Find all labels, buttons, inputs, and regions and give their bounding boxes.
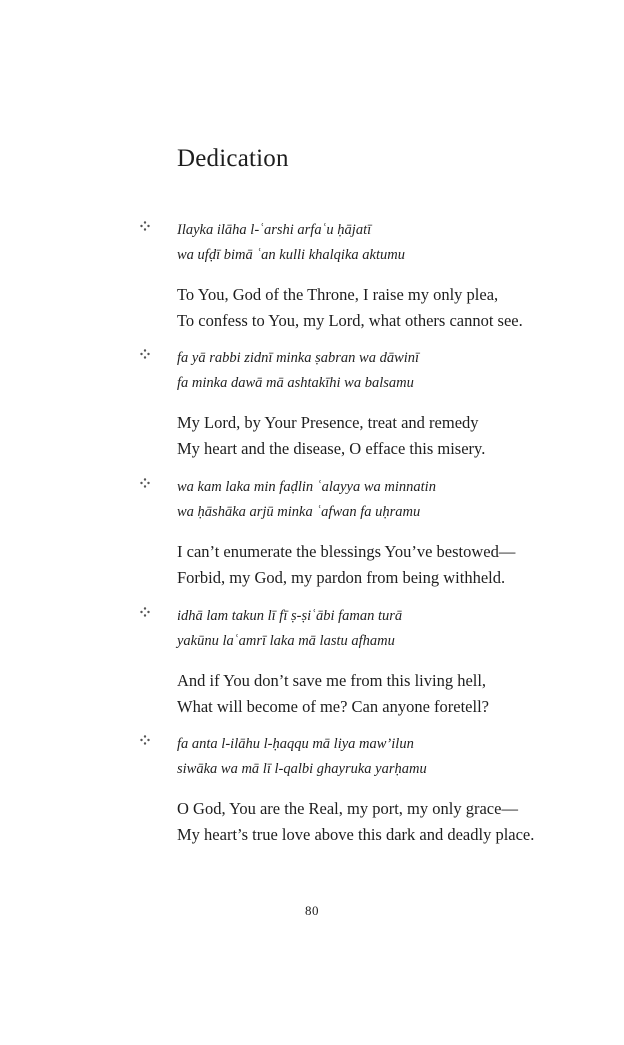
translation-line: Forbid, my God, my pardon from being withheld. [177,567,506,587]
transliteration [177,732,427,782]
transliteration [177,346,419,396]
transliteration-line: fa yā rabbi zidnī minka ṣabran wa dāwinī [177,350,420,366]
translation [177,668,489,719]
page-title: Dedication [177,145,289,172]
translation [177,282,523,333]
transliteration [177,218,405,268]
translation-line: To You, God of the Throne, I raise my only plea, [177,285,499,304]
transliteration-line: fa minka dawā mā ashtakīhi wa balsamu [177,375,414,391]
translation-line: What will become of me? Can anyone foretell? [177,696,489,716]
translation-line: I can’t enumerate the blessings You’ve bestowed— [177,542,516,561]
translation-line: O God, You are the Real, my port, my only grace— [177,799,518,818]
transliteration-line: wa ḥāshāka arjū minka ʿafwan fa uḥramu [177,504,421,520]
ornament-icon [140,221,150,231]
transliteration-line: wa ufḍī bimā ʿan kulli khalqika aktumu [177,247,405,263]
translation [177,539,515,590]
transliteration [177,475,436,525]
transliteration-line: idhā lam takun lī fī ṣ-ṣiʿābi faman turā [177,608,403,624]
translation-line: My heart’s true love above this dark and deadly place. [177,824,535,844]
ornament-icon [140,349,150,359]
transliteration-line: siwāka wa mā lī l-qalbi ghayruka yarḥamu [177,761,427,777]
translation-line: My heart and the disease, O efface this misery. [177,438,486,458]
translation-line: And if You don’t save me from this living hell, [177,671,487,690]
translation [177,410,485,461]
ornament-icon [140,478,150,488]
transliteration-line: wa kam laka min faḍlin ʿalayya wa minnatin [177,479,436,495]
ornament-icon [140,607,150,617]
transliteration [177,604,402,654]
translation [177,796,534,847]
page-number: 80 [305,903,319,918]
ornament-icon [140,735,150,745]
translation-line: My Lord, by Your Presence, treat and remedy [177,413,479,432]
transliteration-line: fa anta l-ilāhu l-ḥaqqu mā liya maw’ilun [177,736,414,752]
transliteration-line: yakūnu laʿamrī laka mā lastu afhamu [177,633,395,649]
transliteration-line: Ilayka ilāha l-ʿarshi arfaʿu ḥājatī [177,222,372,238]
translation-line: To confess to You, my Lord, what others cannot see. [177,310,523,330]
